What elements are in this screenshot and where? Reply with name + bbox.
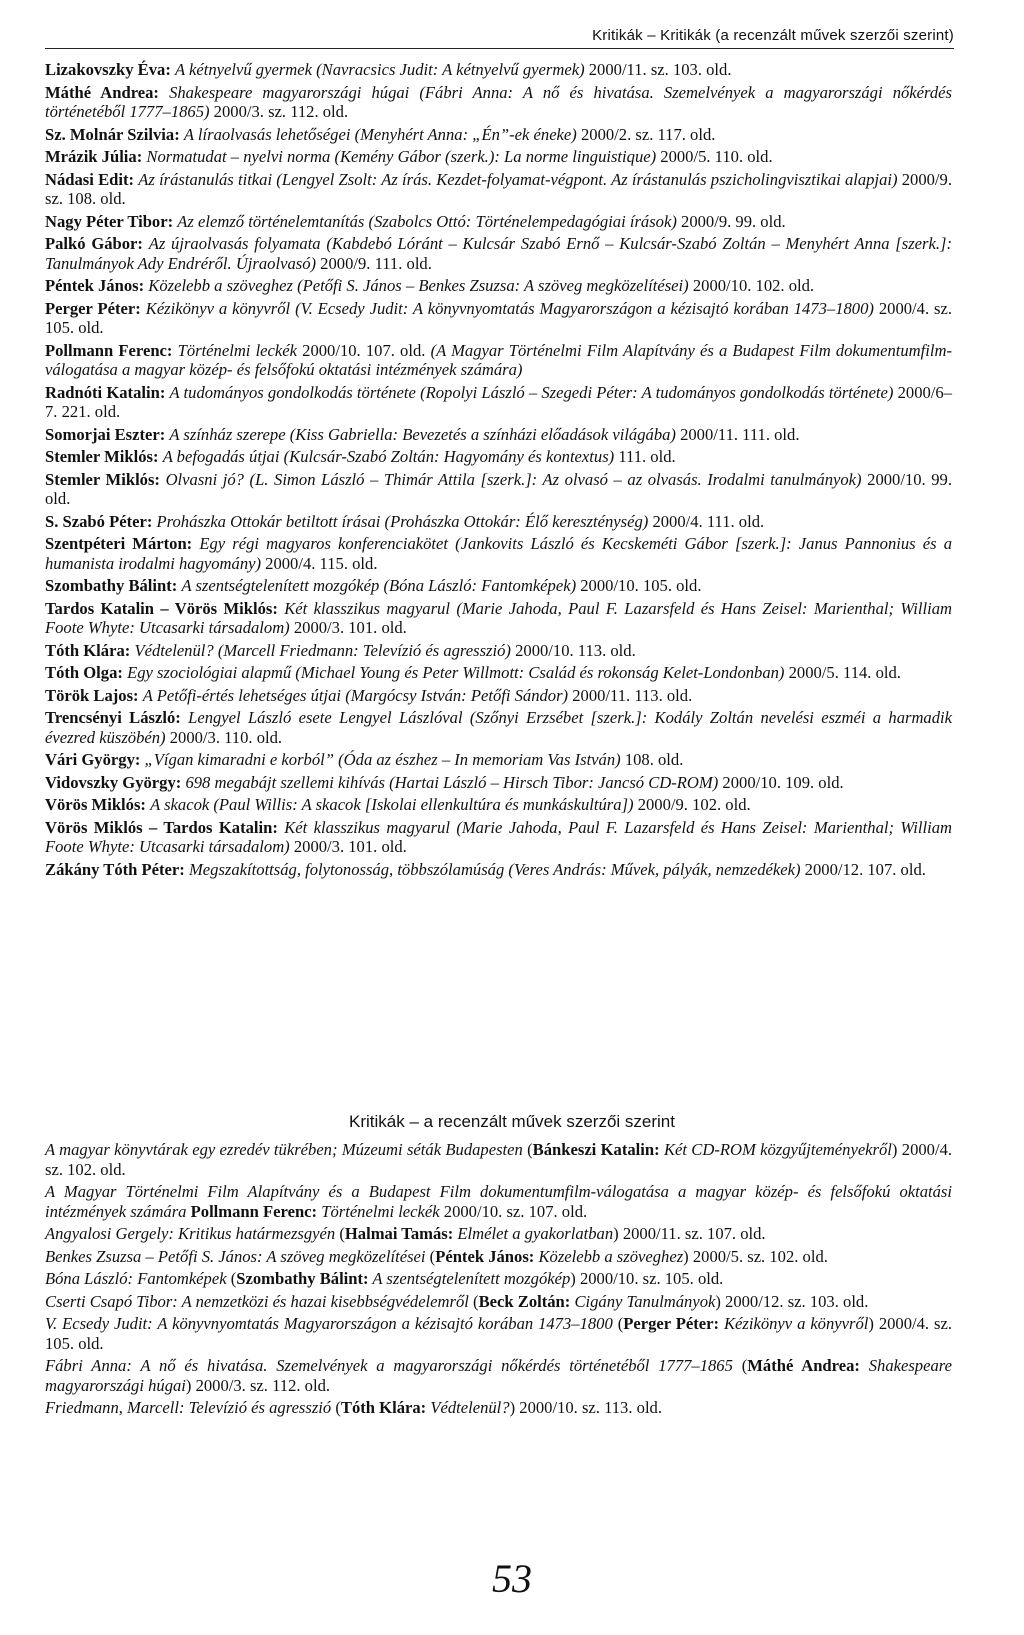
review-entry [45,299,952,338]
review-list-by-reviewer [45,60,952,882]
reviewer-name: Stemler Miklós: [45,447,159,466]
reviewer-name: Zákány Tóth Péter: [45,859,185,879]
publication-ref: 2000/9. 102. old. [633,795,751,814]
work-entry [45,1247,952,1267]
publication-ref: 2000/5. 110. old. [656,147,773,166]
publication-ref: 2000/5. 114. old. [784,663,901,682]
review-title: Olvasni jó? (L. Simon László – Thimár Attila [szerk.]: Az olvasó – az olvasás. Irodalmi tanulmányok) [165,469,862,489]
review-title: A befogadás útjai (Kulcsár-Szabó Zoltán: Hagyomány és kontextus) [162,447,615,466]
running-header-title: Kritikák – Kritikák (a recenzált művek szerzői szerint) [592,27,954,44]
publication-ref: ) 2000/11. sz. 107. old. [613,1224,766,1243]
reviewer-name: Nagy Péter Tibor: [45,211,174,231]
reviewed-work: Fábri Anna: A nő és hivatása. Szemelvények a magyarországi nőkérdés történetéből 1777–1865 [45,1356,733,1375]
publication-ref: 2000/3. sz. 112. old. [209,102,349,121]
review-title: Shakespeare magyarországi húgai [45,1356,952,1395]
review-title: Egy régi magyaros konferenciakötet (Jankovits László és Kecskeméti Gábor [szerk.]: Janus Pannonius és a humanista irodalmi hagyomány) [45,534,952,573]
review-title: Az írástanulás titkai (Lengyel Zsolt: Az írás. Kezdet-folyamat-végpont. Az írástanulás pszicholingvisztikai alapjai) [138,169,898,189]
separator: ( [425,1246,436,1266]
review-entry [45,795,952,815]
review-entry [45,576,952,596]
publication-ref: 2000/9. 99. old. [676,211,786,231]
review-title: Cigány Tanulmányok [570,1291,716,1311]
publication-ref: 2000/3. 110. old. [165,727,283,747]
review-entry [45,276,952,296]
publication-ref: 2000/2. sz. 117. old. [576,124,716,144]
publication-ref: 111. old. [614,447,676,466]
publication-ref: 2000/11. sz. 103. old. [584,60,732,79]
review-title: Az újraolvasás folyamata (Kabdebó Lóránt – Kulcsár Szabó Ernő – Kulcsár-Szabó Zoltán – Menyhért Anna [szerk.]: Tanulmányok Ady Endréről. Újraolvasó) [45,234,952,273]
reviewer-name: Radnóti Katalin: [45,382,166,402]
publication-ref: 2000/10. sz. 107. old. [439,1201,588,1221]
reviewer-name: Mrázik Júlia: [45,147,143,166]
reviewer-name: Trencsényi László: [45,708,181,727]
separator: ( [335,1224,345,1243]
review-entry [45,212,952,232]
reviewer-name: Péntek János: [45,276,145,295]
reviewer-name: Perger Péter: [45,298,141,318]
review-title: Védtelenül? (Marcell Friedmann: Televízió és agresszió) [134,640,511,660]
reviewer-name: Máthé Andrea: [45,82,159,102]
review-title: Két CD-ROM közgyűjteményekről [659,1140,892,1159]
reviewed-work: A magyar könyvtárak egy ezredév tükrében; Múzeumi séták Budapesten [45,1140,523,1159]
review-title: Elmélet a gyakorlatban [453,1224,614,1243]
publication-ref: 2000/4. 115. old. [261,553,378,573]
publication-ref: ) 2000/10. sz. 113. old. [509,1398,662,1417]
review-entry [45,60,952,80]
publication-ref: 2000/6–7. 221. old. [45,382,953,421]
reviewer-name: Tóth Olga: [45,663,123,682]
reviewer-name: Szentpéteri Márton: [45,534,193,553]
work-entry [45,1314,952,1353]
review-entry [45,383,952,422]
reviewer-name: Bánkeszi Katalin: [532,1140,660,1159]
reviewer-name: S. Szabó Péter: [45,511,153,531]
publication-ref: ) 2000/5. sz. 102. old. [683,1246,828,1266]
review-entry [45,170,952,209]
review-title: A skacok (Paul Willis: A skacok [Iskolai ellenkultúra és munkáskultúra]) [150,795,634,814]
review-title: A tudományos gondolkodás története (Ropolyi László – Szegedi Péter: A tudományos gondolkodás története) [169,382,894,402]
reviewer-name: Somorjai Eszter: [45,424,166,444]
review-title: A színház szerepe (Kiss Gabriella: Bevezetés a színházi előadások világába) [169,424,676,444]
review-title: „Vígan kimaradni e korból” (Óda az észhez – In memoriam Vas István) [144,750,621,769]
review-title: Egy szociológiai alapmű (Michael Young és Peter Willmott: Család és rokonság Kelet-Londonban) [127,663,785,682]
reviewer-name: Tóth Klára: [340,1398,427,1417]
publication-ref: 2000/4. 111. old. [648,511,765,531]
review-title: Kézikönyv a könyvről (V. Ecsedy Judit: A könyvnyomtatás Magyarországon a kézisajtó korában 1473–1800) [145,298,874,318]
review-entry [45,641,952,661]
work-entry [45,1269,952,1289]
publication-ref: ) 2000/3. sz. 112. old. [185,1375,331,1395]
publication-ref: 2000/4. sz. 105. old. [45,298,952,337]
review-entry [45,341,952,380]
work-entry [45,1140,952,1179]
review-entry [45,663,952,683]
reviewer-name: Török Lajos: [45,685,139,705]
separator: ( [331,1398,341,1417]
publication-ref: 2000/10. 99. old. [45,469,953,508]
review-entry [45,425,952,445]
separator: ( [226,1269,237,1288]
reviewer-name: Perger Péter: [623,1314,720,1333]
publication-ref: 2000/10. 105. old. [576,576,702,595]
review-entry [45,686,952,706]
running-header [45,20,954,49]
review-entry [45,773,952,793]
reviewer-name: Szombathy Bálint: [236,1269,369,1288]
work-entry [45,1292,952,1312]
review-entry [45,860,952,880]
review-title: Védtelenül? [426,1398,510,1417]
review-title: Prohászka Ottokár betiltott írásai (Prohászka Ottokár: Élő kereszténység) [156,511,649,531]
review-title: A líraolvasás lehetőségei (Menyhért Anna: „Én”-ek éneke) [183,124,577,144]
publication-ref: 2000/12. 107. old. [800,859,926,879]
review-title: A kétnyelvű gyermek (Navracsics Judit: A kétnyelvű gyermek) [175,60,585,79]
review-entry [45,599,952,638]
reviewer-name: Tóth Klára: [45,640,131,660]
reviewed-work: Friedmann, Marcell: Televízió és agresszió [45,1398,332,1417]
review-title: Közelebb a szöveghez (Petőfi S. János – Benkes Zsuzsa: A szöveg megközelítései) [148,276,689,295]
publication-ref: 2000/10. 107. old. [297,340,431,360]
review-list-by-author [45,1140,952,1421]
publication-ref: 108. old. [620,750,684,769]
review-entry [45,708,952,747]
publication-ref: 2000/10. 109. old. [718,772,844,792]
review-entry [45,125,952,145]
review-title: Közelebb a szöveghez [534,1246,684,1266]
reviewer-name: Péntek János: [435,1246,535,1266]
reviewer-name: Vörös Miklós: [45,795,146,814]
reviewer-name: Beck Zoltán: [478,1291,571,1311]
review-title: Történelmi leckék [317,1201,440,1221]
section-title: Kritikák – a recenzált művek szerzői szerint [349,1112,675,1131]
review-entry [45,818,952,857]
separator: ( [612,1314,624,1333]
review-entry [45,234,952,273]
review-title: A szentségtelenített mozgókép (Bóna László: Fantomképek) [181,576,577,595]
review-entry [45,83,952,122]
reviewer-name: Sz. Molnár Szilvia: [45,124,180,144]
reviewer-name: Halmai Tamás: [344,1224,454,1243]
reviewed-work: Angyalosi Gergely: Kritikus határmezsgyén [45,1224,336,1243]
review-title: Két klasszikus magyarul (Marie Jahoda, Paul F. Lazarsfeld és Hans Zeisel: Marienthal; William Foote Whyte: Utcasarki társadalom) [45,817,952,856]
review-title: 698 megabájt szellemi kihívás (Hartai László – Hirsch Tibor: Jancsó CD-ROM) [185,772,719,792]
reviewer-name: Stemler Miklós: [45,469,160,489]
review-entry [45,750,952,770]
publication-ref: 2000/3. 101. old. [289,618,407,637]
reviewer-name: Szombathy Bálint: [45,576,178,595]
publication-ref: 2000/10. 113. old. [510,640,636,660]
reviewer-name: Vörös Miklós – Tardos Katalin: [45,817,278,837]
separator: ( [732,1356,748,1375]
review-title: Történelmi leckék [177,340,298,360]
reviewed-work: Bóna László: Fantomképek [45,1269,227,1288]
work-entry [45,1182,952,1221]
separator: ( [522,1140,533,1159]
review-title: Normatudat – nyelvi norma (Kemény Gábor (szerk.): La norme linguistique) [146,147,657,166]
review-title: Megszakítottság, folytonosság, többszólamúság (Veres András: Művek, pályák, nemzedékek) [188,859,801,879]
publication-ref: ) 2000/4. sz. 105. old. [45,1314,952,1353]
publication-ref: ) 2000/10. sz. 105. old. [570,1269,724,1288]
review-title: A szentségtelenített mozgókép [368,1269,571,1288]
publication-ref: 2000/10. 102. old. [688,276,815,295]
review-title: Két klasszikus magyarul (Marie Jahoda, Paul F. Lazarsfeld és Hans Zeisel: Marienthal; William Foote Whyte: Utcasarki társadalom) [45,598,952,637]
reviewed-work: Cserti Csapó Tibor: A nemzetközi és hazai kisebbségvédelemről [45,1291,469,1311]
reviewer-name: Tardos Katalin – Vörös Miklós: [45,598,278,618]
work-entry [45,1356,952,1395]
reviewer-name: Palkó Gábor: [45,234,143,253]
reviewer-name: Vidovszky György: [45,772,182,792]
publication-ref: ) 2000/4. sz. 102. old. [45,1140,953,1179]
review-title: Az elemző történelemtanítás (Szabolcs Ottó: Történelempedagógiai írások) [177,211,677,231]
reviewer-name: Pollmann Ferenc: [190,1201,318,1221]
reviewer-name: Nádasi Edit: [45,169,135,189]
review-entry [45,512,952,532]
publication-ref: 2000/3. 101. old. [289,837,407,856]
review-entry [45,147,952,167]
review-title: Lengyel László esete Lengyel Lászlóval (Szőnyi Erzsébet [szerk.]: Kodály Zoltán nevelési eszméi a harmadik évezred küszöbén) [45,708,952,747]
reviewed-work: Benkes Zsuzsa – Petőfi S. János: A szöveg megközelítései [45,1246,426,1266]
review-entry [45,470,952,509]
publication-ref: 2000/9. 111. old. [316,253,432,273]
review-title: Shakespeare magyarországi húgai (Fábri Anna: A nő és hivatása. Szemelvények a magyarországi nőkérdés történetéből 1777–1865) [45,82,952,121]
review-title: Kézikönyv a könyvről [719,1314,869,1333]
publication-ref: 2000/9. sz. 108. old. [45,169,952,208]
page-number: 53 [492,1556,532,1601]
reviewer-name: Lizakovszky Éva: [45,60,171,79]
publication-ref: 2000/11. 111. old. [675,424,800,444]
review-subject: (A Magyar Történelmi Film Alapítvány és a Budapest Film dokumentumfilm-válogatása a magyar közép- és felsőfokú oktatási intézmények számára) [45,340,952,379]
publication-ref: 2000/11. 113. old. [568,685,693,705]
publication-ref: ) 2000/12. sz. 103. old. [715,1291,869,1311]
work-entry [45,1398,952,1418]
reviewer-name: Vári György: [45,750,141,769]
separator: ( [468,1291,479,1311]
reviewed-work: A Magyar Történelmi Film Alapítvány és a Budapest Film dokumentumfilm-válogatása a magyar közép- és felsőfokú oktatási intézmények számára [45,1182,952,1221]
review-entry [45,534,952,573]
review-entry [45,447,952,467]
work-entry [45,1224,952,1244]
review-title: A Petőfi-értés lehetséges útjai (Margócsy István: Petőfi Sándor) [142,685,569,705]
reviewed-work: V. Ecsedy Judit: A könyvnyomtatás Magyarországon a kézisajtó korában 1473–1800 [45,1314,613,1333]
reviewer-name: Máthé Andrea: [747,1356,860,1375]
reviewer-name: Pollmann Ferenc: [45,340,173,360]
